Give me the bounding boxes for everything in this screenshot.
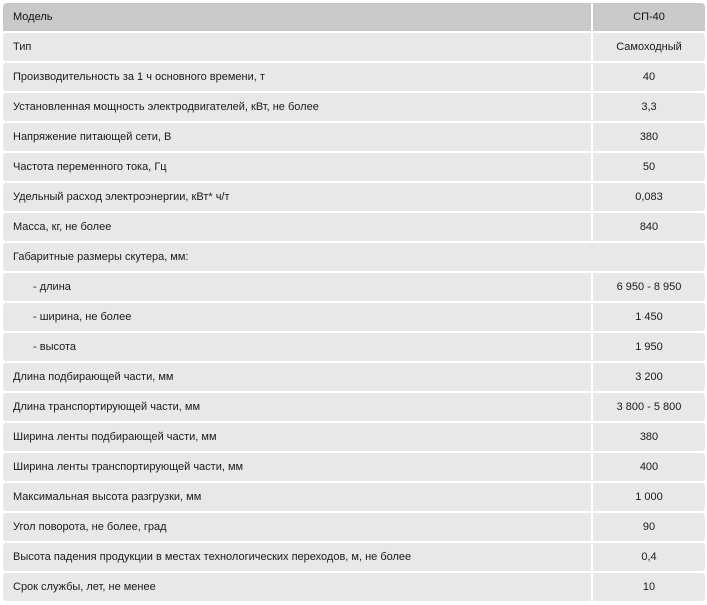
table-row bbox=[3, 123, 705, 151]
table-row bbox=[3, 213, 705, 241]
table-row bbox=[3, 333, 705, 361]
table-row bbox=[3, 153, 705, 181]
table-row bbox=[3, 183, 705, 211]
table-row bbox=[3, 303, 705, 331]
row-label: Угол поворота, не более, град bbox=[3, 513, 591, 541]
table-row bbox=[3, 573, 705, 601]
row-value: 1 450 bbox=[593, 303, 705, 331]
row-value: 0,4 bbox=[593, 543, 705, 571]
row-label: Длина подбирающей части, мм bbox=[3, 363, 591, 391]
table-row bbox=[3, 423, 705, 451]
table-row bbox=[3, 273, 705, 301]
row-label: Ширина ленты подбирающей части, мм bbox=[3, 423, 591, 451]
row-label: Масса, кг, не более bbox=[3, 213, 591, 241]
row-label: - длина bbox=[3, 273, 591, 301]
row-label: Максимальная высота разгрузки, мм bbox=[3, 483, 591, 511]
row-label: Тип bbox=[3, 33, 591, 61]
table-header-row bbox=[3, 3, 705, 31]
row-value: 3,3 bbox=[593, 93, 705, 121]
table-row bbox=[3, 453, 705, 481]
row-label: Установленная мощность электродвигателей, кВт, не более bbox=[3, 93, 591, 121]
dimensions-group-row bbox=[3, 243, 705, 271]
table-row bbox=[3, 543, 705, 571]
row-value: 10 bbox=[593, 573, 705, 601]
row-value: 380 bbox=[593, 423, 705, 451]
table-row bbox=[3, 513, 705, 541]
row-value: 90 bbox=[593, 513, 705, 541]
row-value: 1 000 bbox=[593, 483, 705, 511]
header-label: Модель bbox=[3, 3, 591, 31]
table-row bbox=[3, 33, 705, 61]
row-label: Производительность за 1 ч основного времени, т bbox=[3, 63, 591, 91]
table-row bbox=[3, 483, 705, 511]
table-row bbox=[3, 393, 705, 421]
row-value: Самоходный bbox=[593, 33, 705, 61]
row-value: 6 950 - 8 950 bbox=[593, 273, 705, 301]
row-value: 50 bbox=[593, 153, 705, 181]
row-value: 400 bbox=[593, 453, 705, 481]
group-label: Габаритные размеры скутера, мм: bbox=[3, 243, 705, 271]
row-value: 840 bbox=[593, 213, 705, 241]
header-value: СП-40 bbox=[593, 3, 705, 31]
row-label: Длина транспортирующей части, мм bbox=[3, 393, 591, 421]
row-value: 1 950 bbox=[593, 333, 705, 361]
row-value: 3 200 bbox=[593, 363, 705, 391]
row-value: 3 800 - 5 800 bbox=[593, 393, 705, 421]
spec-table bbox=[3, 3, 705, 601]
row-label: - высота bbox=[3, 333, 591, 361]
table-row bbox=[3, 363, 705, 391]
row-label: Срок службы, лет, не менее bbox=[3, 573, 591, 601]
row-value: 0,083 bbox=[593, 183, 705, 211]
row-label: Напряжение питающей сети, В bbox=[3, 123, 591, 151]
row-label: Удельный расход электроэнергии, кВт* ч/т bbox=[3, 183, 591, 211]
row-label: - ширина, не более bbox=[3, 303, 591, 331]
row-value: 40 bbox=[593, 63, 705, 91]
row-label: Высота падения продукции в местах технологических переходов, м, не более bbox=[3, 543, 591, 571]
row-label: Ширина ленты транспортирующей части, мм bbox=[3, 453, 591, 481]
table-row bbox=[3, 63, 705, 91]
row-label: Частота переменного тока, Гц bbox=[3, 153, 591, 181]
row-value: 380 bbox=[593, 123, 705, 151]
table-row bbox=[3, 93, 705, 121]
